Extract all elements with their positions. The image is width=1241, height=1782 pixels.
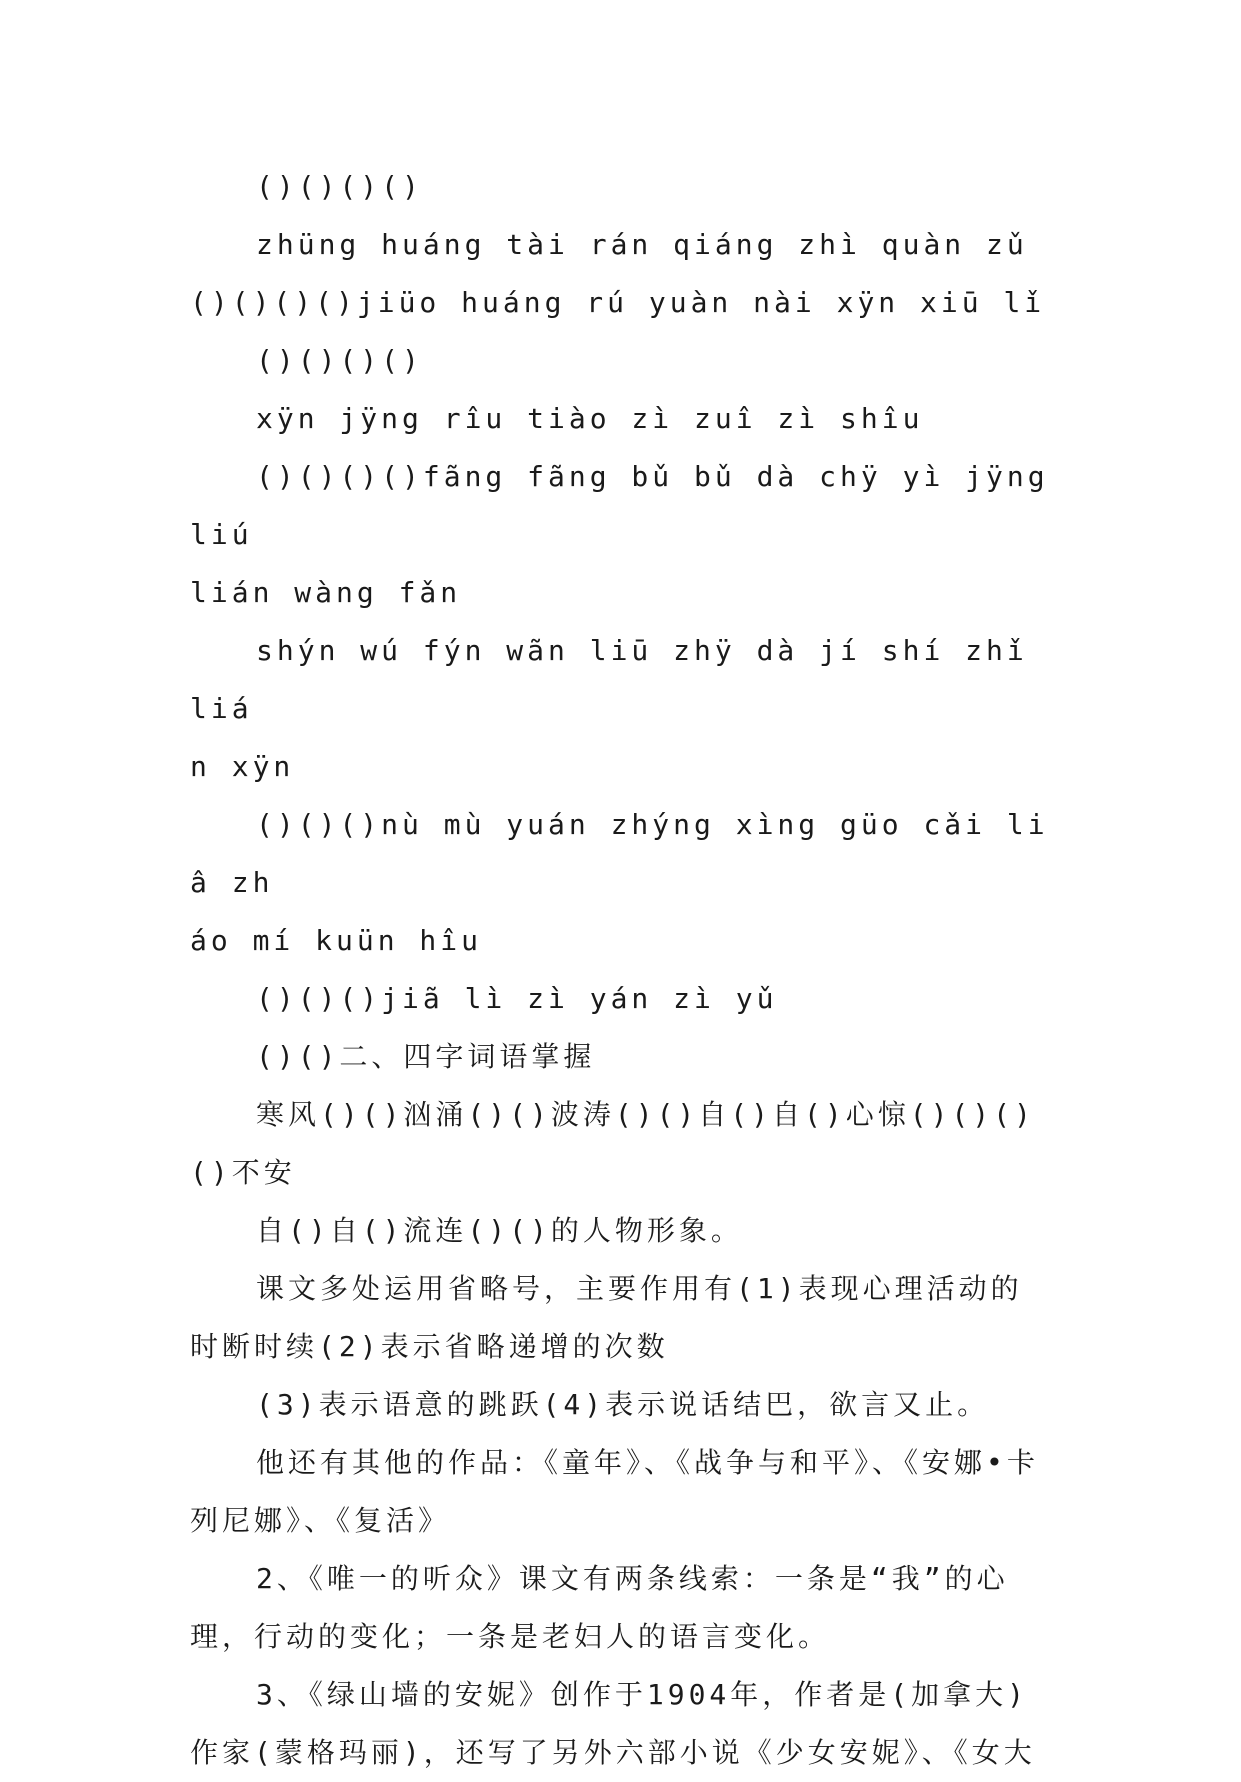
text-line: zhüng huáng tài rán qiáng zhì quàn zǔ (256, 228, 1028, 261)
text-line: ()()()()jiüo huáng rú yuàn nài xÿn xiū lǐ (190, 286, 1046, 319)
section-heading-line: ()()二、四字词语掌握 (256, 1040, 596, 1073)
text-line: lián wàng fǎn (190, 576, 462, 609)
document-body (190, 158, 1070, 1782)
text-line: (3)表示语意的跳跃(4)表示说话结巴，欲言又止。 (256, 1388, 990, 1421)
text-line: 作家(蒙格玛丽)，还写了另外六部小说《少女安妮》、《女大 (190, 1736, 1036, 1769)
text-line: 他还有其他的作品：《童年》、《战争与和平》、《安娜•卡 (256, 1446, 1039, 1479)
text-line: ()()()nù mù yuán zhýng xìng güo cǎi liâ zh (190, 808, 1049, 899)
text-line: ()()()()fãng fãng bǔ bǔ dà chÿ yì jÿng liú (190, 460, 1070, 551)
text-line: shýn wú fýn wãn liū zhÿ dà jí shí zhǐ liá (190, 634, 1049, 725)
text-line: 3、《绿山墙的安妮》创作于1904年，作者是(加拿大) (256, 1678, 1029, 1711)
text-line: ()()()() (256, 170, 423, 203)
text-line: 理，行动的变化；一条是老妇人的语言变化。 (190, 1620, 831, 1653)
text-line: 自()自()流连()()的人物形象。 (256, 1214, 743, 1247)
text-line: 寒风()()汹涌()()波涛()()自()自()心惊()()()()不安 (190, 1098, 1035, 1189)
text-line: 课文多处运用省略号，主要作用有(1)表现心理活动的 (256, 1272, 1023, 1305)
text-line: 列尼娜》、《复活》 (190, 1504, 451, 1537)
text-line: n xÿn (190, 750, 295, 783)
text-line: ()()()() (256, 344, 423, 377)
text-line: áo mí kuün hîu (190, 924, 483, 957)
text-line: xÿn jÿng rîu tiào zì zuî zì shîu (256, 402, 924, 435)
text-line: 2、《唯一的听众》课文有两条线索：一条是“我”的心 (256, 1562, 1009, 1595)
text-line: 时断时续(2)表示省略递增的次数 (190, 1330, 669, 1363)
text-line: ()()()jiã lì zì yán zì yǔ (256, 982, 778, 1015)
